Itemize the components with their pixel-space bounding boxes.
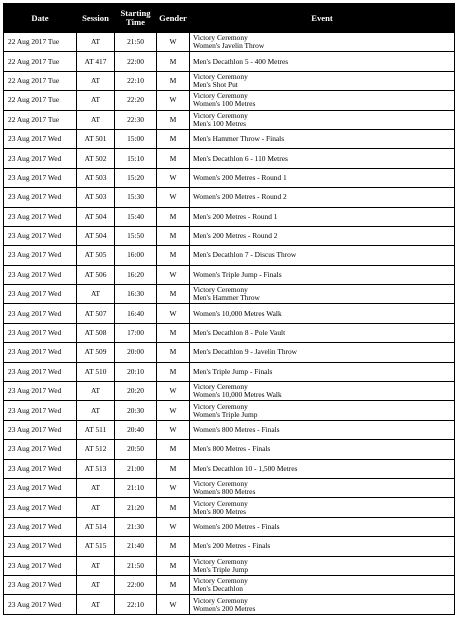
event-cell bbox=[190, 188, 455, 207]
time-cell: 20:40 bbox=[115, 420, 157, 439]
event-cell bbox=[190, 478, 455, 497]
session-cell: AT bbox=[77, 556, 115, 575]
event-line: Victory Ceremony bbox=[193, 33, 248, 43]
gender-cell: M bbox=[157, 556, 190, 575]
time-cell: 22:10 bbox=[115, 595, 157, 614]
event-cell bbox=[190, 343, 455, 362]
gender-cell: W bbox=[157, 517, 190, 536]
gender-cell: M bbox=[157, 149, 190, 168]
time-cell: 16:40 bbox=[115, 304, 157, 323]
gender-cell: W bbox=[157, 478, 190, 497]
session-cell: AT 512 bbox=[77, 440, 115, 459]
event-cell bbox=[190, 537, 455, 556]
table-row bbox=[4, 343, 455, 362]
event-cell bbox=[190, 129, 455, 148]
time-cell: 22:10 bbox=[115, 71, 157, 90]
gender-cell: M bbox=[157, 537, 190, 556]
session-cell: AT 501 bbox=[77, 129, 115, 148]
event-line: Victory Ceremony bbox=[193, 576, 248, 586]
event-cell bbox=[190, 52, 455, 71]
header-starting-time bbox=[115, 4, 157, 33]
table-row bbox=[4, 226, 455, 245]
table-row bbox=[4, 129, 455, 148]
event-line: Men's 200 Metres - Finals bbox=[193, 541, 271, 551]
table-row bbox=[4, 246, 455, 265]
table-row bbox=[4, 33, 455, 52]
time-cell: 20:10 bbox=[115, 362, 157, 381]
event-line: Victory Ceremony bbox=[193, 285, 248, 295]
gender-cell: M bbox=[157, 226, 190, 245]
session-cell: AT 510 bbox=[77, 362, 115, 381]
event-line: Women's Javelin Throw bbox=[193, 41, 265, 51]
table-row bbox=[4, 595, 455, 614]
time-cell: 21:50 bbox=[115, 556, 157, 575]
session-cell: AT bbox=[77, 595, 115, 614]
event-line: Women's Triple Jump - Finals bbox=[193, 269, 282, 279]
date-cell: 23 Aug 2017 Wed bbox=[4, 265, 77, 284]
gender-cell: W bbox=[157, 595, 190, 614]
event-line: Men's 200 Metres - Round 2 bbox=[193, 231, 278, 241]
gender-cell: M bbox=[157, 285, 190, 304]
event-line: Men's Decathlon 5 - 400 Metres bbox=[193, 56, 289, 66]
time-cell: 17:00 bbox=[115, 323, 157, 342]
event-line: Victory Ceremony bbox=[193, 382, 248, 392]
event-line: Men's Decathlon 9 - Javelin Throw bbox=[193, 347, 298, 357]
session-cell: AT bbox=[77, 382, 115, 401]
event-line: Men's Decathlon 6 - 110 Metres bbox=[193, 153, 288, 163]
session-cell: AT bbox=[77, 401, 115, 420]
date-cell: 23 Aug 2017 Wed bbox=[4, 420, 77, 439]
event-line: Victory Ceremony bbox=[193, 71, 248, 81]
event-line: Men's 200 Metres - Round 1 bbox=[193, 211, 278, 221]
event-line: Women's 200 Metres - Round 1 bbox=[193, 172, 287, 182]
session-cell: AT bbox=[77, 91, 115, 110]
gender-cell: W bbox=[157, 265, 190, 284]
gender-cell: M bbox=[157, 362, 190, 381]
time-cell: 22:30 bbox=[115, 110, 157, 129]
time-cell: 15:50 bbox=[115, 226, 157, 245]
session-cell: AT 504 bbox=[77, 207, 115, 226]
event-cell bbox=[190, 71, 455, 90]
date-cell: 23 Aug 2017 Wed bbox=[4, 207, 77, 226]
table-row bbox=[4, 110, 455, 129]
event-line: Men's Triple Jump bbox=[193, 564, 249, 574]
event-line: Men's Hammer Throw - Finals bbox=[193, 134, 285, 144]
table-row bbox=[4, 265, 455, 284]
gender-cell: M bbox=[157, 440, 190, 459]
time-cell: 20:50 bbox=[115, 440, 157, 459]
date-cell: 22 Aug 2017 Tue bbox=[4, 110, 77, 129]
time-cell: 21:50 bbox=[115, 33, 157, 52]
event-line: Men's Triple Jump - Finals bbox=[193, 366, 273, 376]
date-cell: 22 Aug 2017 Tue bbox=[4, 91, 77, 110]
session-cell: AT bbox=[77, 498, 115, 517]
event-cell bbox=[190, 517, 455, 536]
event-line: Men's Decathlon bbox=[193, 584, 243, 594]
date-cell: 23 Aug 2017 Wed bbox=[4, 285, 77, 304]
date-cell: 23 Aug 2017 Wed bbox=[4, 537, 77, 556]
table-row bbox=[4, 401, 455, 420]
gender-cell: W bbox=[157, 91, 190, 110]
header-date: Date bbox=[4, 4, 77, 33]
event-line: Women's 10,000 Metres Walk bbox=[193, 390, 282, 400]
gender-cell: M bbox=[157, 343, 190, 362]
event-cell bbox=[190, 575, 455, 594]
event-cell bbox=[190, 595, 455, 614]
event-line: Women's 100 Metres bbox=[193, 99, 256, 109]
event-line: Men's Decathlon 10 - 1,500 Metres bbox=[193, 463, 298, 473]
event-cell bbox=[190, 33, 455, 52]
event-line: Men's Decathlon 8 - Pole Vault bbox=[193, 328, 286, 338]
table-row bbox=[4, 188, 455, 207]
gender-cell: W bbox=[157, 168, 190, 187]
event-line: Men's Decathlon 7 - Discus Throw bbox=[193, 250, 297, 260]
table-row bbox=[4, 459, 455, 478]
event-cell bbox=[190, 382, 455, 401]
time-cell: 22:20 bbox=[115, 91, 157, 110]
session-cell: AT 505 bbox=[77, 246, 115, 265]
gender-cell: M bbox=[157, 246, 190, 265]
time-cell: 21:10 bbox=[115, 478, 157, 497]
date-cell: 23 Aug 2017 Wed bbox=[4, 226, 77, 245]
time-cell: 22:00 bbox=[115, 52, 157, 71]
time-cell: 15:10 bbox=[115, 149, 157, 168]
header-starting-time-line2: Time bbox=[126, 17, 145, 27]
time-cell: 21:20 bbox=[115, 498, 157, 517]
date-cell: 23 Aug 2017 Wed bbox=[4, 188, 77, 207]
session-cell: AT 509 bbox=[77, 343, 115, 362]
date-cell: 22 Aug 2017 Tue bbox=[4, 33, 77, 52]
table-row bbox=[4, 420, 455, 439]
header-gender: Gender bbox=[157, 4, 190, 33]
table-row bbox=[4, 304, 455, 323]
table-row bbox=[4, 537, 455, 556]
event-line: Victory Ceremony bbox=[193, 498, 248, 508]
session-cell: AT 515 bbox=[77, 537, 115, 556]
session-cell: AT 502 bbox=[77, 149, 115, 168]
date-cell: 23 Aug 2017 Wed bbox=[4, 304, 77, 323]
date-cell: 23 Aug 2017 Wed bbox=[4, 382, 77, 401]
event-line: Women's Triple Jump bbox=[193, 409, 258, 419]
session-cell: AT 503 bbox=[77, 188, 115, 207]
date-cell: 23 Aug 2017 Wed bbox=[4, 498, 77, 517]
date-cell: 22 Aug 2017 Tue bbox=[4, 71, 77, 90]
event-line: Victory Ceremony bbox=[193, 110, 248, 120]
event-cell bbox=[190, 246, 455, 265]
table-row bbox=[4, 52, 455, 71]
date-cell: 22 Aug 2017 Tue bbox=[4, 52, 77, 71]
session-cell: AT 503 bbox=[77, 168, 115, 187]
date-cell: 23 Aug 2017 Wed bbox=[4, 149, 77, 168]
event-cell bbox=[190, 323, 455, 342]
gender-cell: M bbox=[157, 52, 190, 71]
time-cell: 15:30 bbox=[115, 188, 157, 207]
schedule-body bbox=[4, 33, 455, 615]
date-cell: 23 Aug 2017 Wed bbox=[4, 595, 77, 614]
date-cell: 23 Aug 2017 Wed bbox=[4, 129, 77, 148]
date-cell: 23 Aug 2017 Wed bbox=[4, 401, 77, 420]
table-row bbox=[4, 207, 455, 226]
event-line: Women's 800 Metres bbox=[193, 487, 256, 497]
session-cell: AT 507 bbox=[77, 304, 115, 323]
time-cell: 20:20 bbox=[115, 382, 157, 401]
gender-cell: M bbox=[157, 110, 190, 129]
header-session: Session bbox=[77, 4, 115, 33]
date-cell: 23 Aug 2017 Wed bbox=[4, 517, 77, 536]
session-cell: AT 504 bbox=[77, 226, 115, 245]
event-cell bbox=[190, 401, 455, 420]
gender-cell: M bbox=[157, 575, 190, 594]
event-cell bbox=[190, 362, 455, 381]
header-row bbox=[4, 4, 455, 33]
session-cell: AT 506 bbox=[77, 265, 115, 284]
event-cell bbox=[190, 285, 455, 304]
event-line: Men's 100 Metres bbox=[193, 118, 247, 128]
time-cell: 21:00 bbox=[115, 459, 157, 478]
event-cell bbox=[190, 440, 455, 459]
event-line: Victory Ceremony bbox=[193, 595, 248, 605]
gender-cell: W bbox=[157, 382, 190, 401]
gender-cell: W bbox=[157, 33, 190, 52]
table-row bbox=[4, 168, 455, 187]
time-cell: 21:30 bbox=[115, 517, 157, 536]
date-cell: 23 Aug 2017 Wed bbox=[4, 440, 77, 459]
table-row bbox=[4, 517, 455, 536]
event-cell bbox=[190, 226, 455, 245]
gender-cell: M bbox=[157, 71, 190, 90]
date-cell: 23 Aug 2017 Wed bbox=[4, 478, 77, 497]
gender-cell: W bbox=[157, 401, 190, 420]
event-cell bbox=[190, 498, 455, 517]
event-line: Victory Ceremony bbox=[193, 479, 248, 489]
table-row bbox=[4, 91, 455, 110]
event-cell bbox=[190, 168, 455, 187]
session-cell: AT 513 bbox=[77, 459, 115, 478]
date-cell: 23 Aug 2017 Wed bbox=[4, 246, 77, 265]
table-row bbox=[4, 498, 455, 517]
table-row bbox=[4, 285, 455, 304]
gender-cell: W bbox=[157, 420, 190, 439]
date-cell: 23 Aug 2017 Wed bbox=[4, 459, 77, 478]
time-cell: 15:40 bbox=[115, 207, 157, 226]
event-line: Victory Ceremony bbox=[193, 401, 248, 411]
session-cell: AT bbox=[77, 110, 115, 129]
table-row bbox=[4, 382, 455, 401]
date-cell: 23 Aug 2017 Wed bbox=[4, 362, 77, 381]
event-line: Victory Ceremony bbox=[193, 91, 248, 101]
session-cell: AT 511 bbox=[77, 420, 115, 439]
time-cell: 21:40 bbox=[115, 537, 157, 556]
table-row bbox=[4, 71, 455, 90]
schedule-header bbox=[4, 4, 455, 33]
gender-cell: W bbox=[157, 188, 190, 207]
event-line: Women's 200 Metres - Finals bbox=[193, 521, 280, 531]
table-row bbox=[4, 556, 455, 575]
event-cell bbox=[190, 304, 455, 323]
event-line: Men's Hammer Throw bbox=[193, 293, 260, 303]
table-row bbox=[4, 323, 455, 342]
event-cell bbox=[190, 459, 455, 478]
session-cell: AT 417 bbox=[77, 52, 115, 71]
time-cell: 16:30 bbox=[115, 285, 157, 304]
event-cell bbox=[190, 420, 455, 439]
table-row bbox=[4, 149, 455, 168]
gender-cell: W bbox=[157, 304, 190, 323]
gender-cell: M bbox=[157, 323, 190, 342]
date-cell: 23 Aug 2017 Wed bbox=[4, 323, 77, 342]
event-line: Victory Ceremony bbox=[193, 556, 248, 566]
time-cell: 22:00 bbox=[115, 575, 157, 594]
event-line: Women's 800 Metres - Finals bbox=[193, 425, 280, 434]
session-cell: AT bbox=[77, 33, 115, 52]
date-cell: 23 Aug 2017 Wed bbox=[4, 556, 77, 575]
date-cell: 23 Aug 2017 Wed bbox=[4, 575, 77, 594]
event-cell bbox=[190, 207, 455, 226]
time-cell: 15:00 bbox=[115, 129, 157, 148]
table-row bbox=[4, 362, 455, 381]
session-cell: AT 514 bbox=[77, 517, 115, 536]
session-cell: AT bbox=[77, 285, 115, 304]
event-cell bbox=[190, 265, 455, 284]
table-row bbox=[4, 575, 455, 594]
session-cell: AT 508 bbox=[77, 323, 115, 342]
event-line: Women's 200 Metres bbox=[193, 603, 256, 613]
gender-cell: M bbox=[157, 498, 190, 517]
event-cell bbox=[190, 110, 455, 129]
table-row bbox=[4, 440, 455, 459]
gender-cell: M bbox=[157, 459, 190, 478]
session-cell: AT bbox=[77, 478, 115, 497]
event-cell bbox=[190, 149, 455, 168]
event-cell bbox=[190, 91, 455, 110]
time-cell: 16:20 bbox=[115, 265, 157, 284]
event-line: Women's 200 Metres - Round 2 bbox=[193, 192, 287, 202]
date-cell: 23 Aug 2017 Wed bbox=[4, 168, 77, 187]
event-line: Men's 800 Metres bbox=[193, 506, 247, 516]
event-line: Women's 10,000 Metres Walk bbox=[193, 308, 282, 318]
gender-cell: M bbox=[157, 129, 190, 148]
time-cell: 20:30 bbox=[115, 401, 157, 420]
date-cell: 23 Aug 2017 Wed bbox=[4, 343, 77, 362]
event-line: Men's Shot Put bbox=[193, 79, 238, 89]
gender-cell: M bbox=[157, 207, 190, 226]
event-cell bbox=[190, 556, 455, 575]
time-cell: 15:20 bbox=[115, 168, 157, 187]
time-cell: 20:00 bbox=[115, 343, 157, 362]
header-starting-time-line1: Starting bbox=[120, 8, 151, 18]
schedule-table bbox=[3, 3, 455, 615]
time-cell: 16:00 bbox=[115, 246, 157, 265]
header-event: Event bbox=[190, 4, 455, 33]
table-row bbox=[4, 478, 455, 497]
session-cell: AT bbox=[77, 575, 115, 594]
event-line: Men's 800 Metres - Finals bbox=[193, 444, 271, 454]
session-cell: AT bbox=[77, 71, 115, 90]
